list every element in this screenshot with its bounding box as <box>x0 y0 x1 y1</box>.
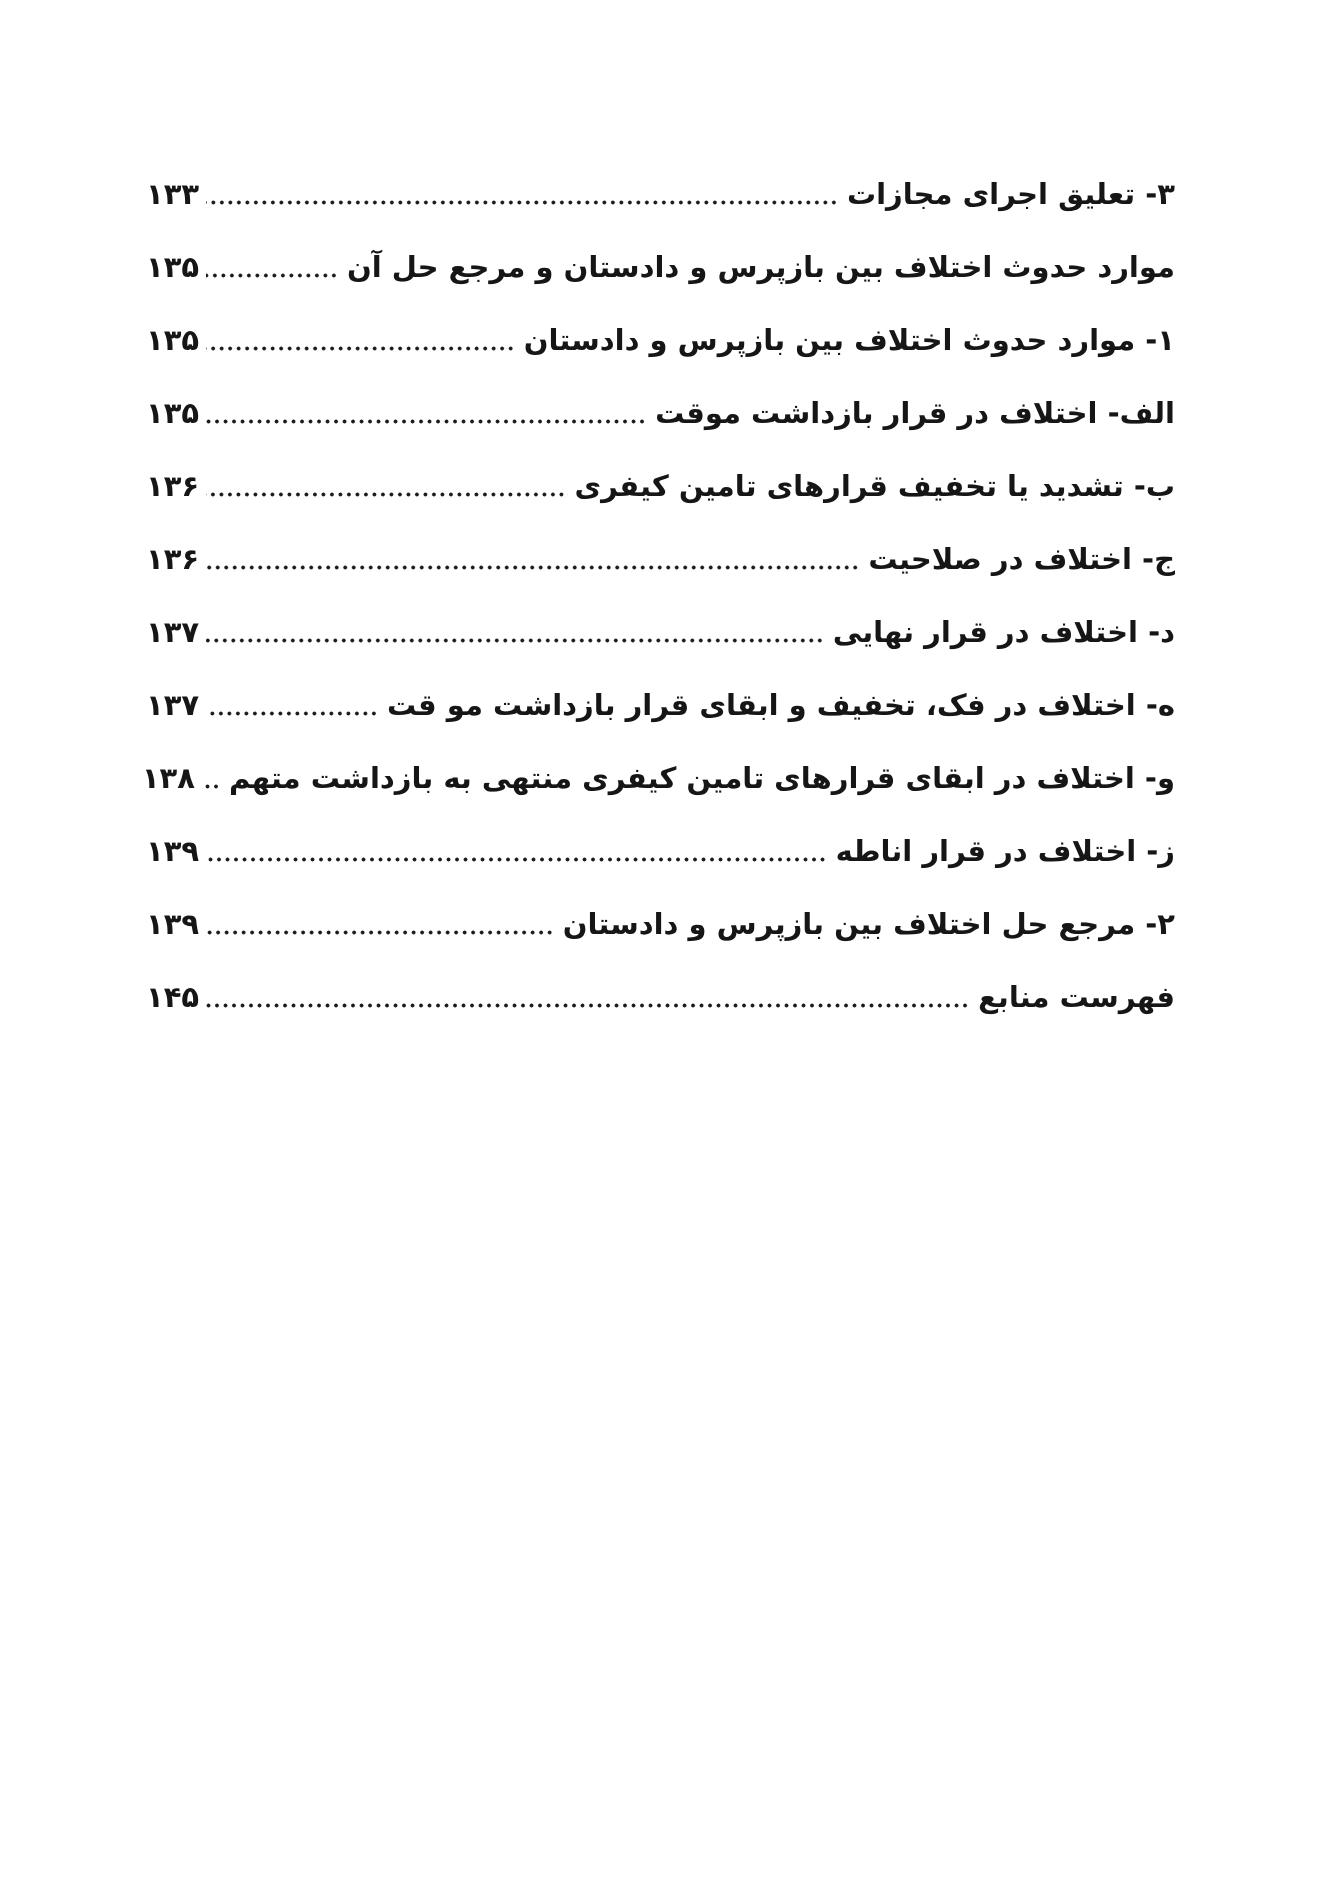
toc-entry <box>146 888 1175 961</box>
dot-leader <box>206 419 648 424</box>
toc-entry-title: ج- اختلاف در صلاحیت <box>868 542 1175 576</box>
dot-leader <box>206 857 829 862</box>
toc-entry <box>146 523 1175 596</box>
dot-leader <box>206 492 567 497</box>
toc-entry <box>146 815 1175 888</box>
dot-leader <box>206 200 840 205</box>
toc-entry-page-number: ۱۳۵ <box>146 323 200 357</box>
toc-entry-page-number: ۱۳۹ <box>146 834 200 868</box>
toc-entry-page-number: ۱۳۶ <box>146 542 200 576</box>
toc-entry-page-number: ۱۳۳ <box>146 177 200 211</box>
table-of-contents <box>141 158 1175 1034</box>
toc-entry-title: موارد حدوث اختلاف بین بازپرس و دادستان و مرجع حل آن <box>346 250 1175 284</box>
toc-entry-title: ه- اختلاف در فک، تخفیف و ابقای قرار بازداشت مو قت <box>386 688 1175 722</box>
toc-entry-page-number: ۱۳۵ <box>146 250 200 284</box>
toc-entry-title: ۲- مرجع حل اختلاف بین بازپرس و دادستان <box>562 907 1175 941</box>
toc-entry <box>146 596 1175 669</box>
toc-entry-page-number: ۱۳۵ <box>146 396 200 430</box>
toc-entry <box>146 231 1175 304</box>
toc-entry <box>146 158 1175 231</box>
toc-entry-title: ز- اختلاف در قرار اناطه <box>835 834 1175 868</box>
toc-entry-page-number: ۱۴۵ <box>146 980 200 1014</box>
dot-leader <box>202 784 222 789</box>
dot-leader <box>206 1003 971 1008</box>
dot-leader <box>206 565 861 570</box>
dot-leader <box>206 346 517 351</box>
toc-entry-page-number: ۱۳۹ <box>146 907 200 941</box>
toc-entry-page-number: ۱۳۸ <box>141 761 195 795</box>
toc-entry-title: ب- تشدید یا تخفیف قرارهای تامین کیفری <box>574 469 1175 503</box>
toc-entry <box>141 742 1175 815</box>
toc-entry <box>146 450 1175 523</box>
dot-leader <box>206 711 380 716</box>
toc-entry-title: ۱- موارد حدوث اختلاف بین بازپرس و دادستان <box>523 323 1175 357</box>
toc-entry-title: الف- اختلاف در قرار بازداشت موقت <box>655 396 1175 430</box>
dot-leader <box>206 930 556 935</box>
toc-entry <box>146 377 1175 450</box>
toc-entry-title: فهرست منابع <box>978 980 1175 1014</box>
toc-entry <box>146 669 1175 742</box>
toc-entry-title: د- اختلاف در قرار نهایی <box>832 615 1175 649</box>
toc-entry-page-number: ۱۳۶ <box>146 469 200 503</box>
toc-entry-title: ۳- تعلیق اجرای مجازات <box>846 177 1175 211</box>
toc-entry <box>146 304 1175 377</box>
toc-entry <box>146 961 1175 1034</box>
toc-entry-title: و- اختلاف در ابقای قرارهای تامین کیفری منتهی به بازداشت متهم <box>228 761 1175 795</box>
dot-leader <box>206 273 340 278</box>
toc-entry-page-number: ۱۳۷ <box>146 688 200 722</box>
dot-leader <box>206 638 826 643</box>
toc-entry-page-number: ۱۳۷ <box>146 615 200 649</box>
